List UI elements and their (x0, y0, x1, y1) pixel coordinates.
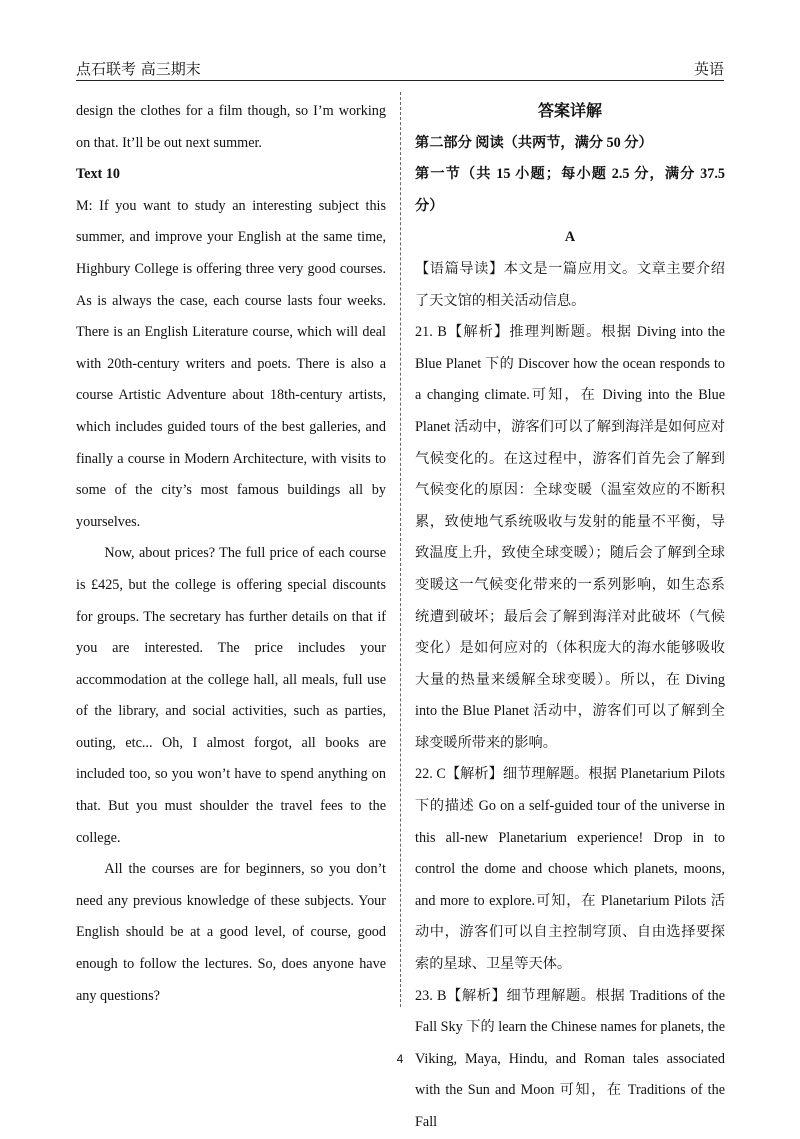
page-header (76, 58, 724, 81)
part-heading: 第二部分 阅读（共两节，满分 50 分） (415, 134, 653, 151)
answer-title: 答案详解 (537, 103, 602, 120)
header-exam-title: 点石联考 高三期末 (76, 60, 201, 78)
answer-21: 21. B【解析】推理判断题。根据 Diving into the Blue Planet 下的 Discover how the ocean responds to a changing climate.可知，在 Diving into the Blue Planet 活动中，游客们可以了解到海洋是如何应对气候变化的。在这过程中，游客们首先会了解到气候变化的原因：全球变暖（温室效应的不断积累，致使地气系统吸收与发射的能量不平衡，导致温度上升，致使全球变暖）；随后会了解到全球变暖这一气候变化带来的一系列影响，如生态系统遭到破坏；最后会了解到海洋对此破坏（气候变化）是如何应对的（体积庞大的海水能够吸收大量的热量来缓解全球变暖）。所以，在 Diving into the Blue Planet 活动中，游客们可以了解到全球变暖所带来的影响。 (415, 324, 725, 751)
passage-letter: A (564, 229, 576, 246)
transcript-paragraph-3: All the courses are for beginners, so you don’t need any previous knowledge of these subjects. Your English should be at a good level, of course, good enough to follow the lectures. So, does anyone have any questions? (76, 861, 386, 1004)
transcript-paragraph-2: Now, about prices? The full price of each course is £425, but the college is offering special discounts for groups. The secretary has further details on that if you are interested. The price includes your accommodation at the college hall, all meals, full use of the library, and social activities, such as parties, outing, etc... Oh, I almost forgot, all books are included too, so you won’t have to spend anything on that. But you must shoulder the travel fees to the college. (76, 545, 386, 846)
passage-guide: 【语篇导读】本文是一篇应用文。文章主要介绍了天文馆的相关活动信息。 (415, 260, 725, 309)
text-10-heading: Text 10 (76, 166, 121, 183)
right-column (415, 96, 725, 1139)
answer-23: 23. B【解析】细节理解题。根据 Traditions of the Fall Sky 下的 learn the Chinese names for planets, the Viking, Maya, Hindu, and Roman tales associated with the Sun and Moon 可知，在 Traditions of the Fall (415, 987, 725, 1130)
answer-22: 22. C【解析】细节理解题。根据 Planetarium Pilots 下的描述 Go on a self-guided tour of the universe in this all-new Planetarium experience! Drop in to control the dome and choose which planets, moons, and more to explore.可知，在 Planetarium Pilots 活动中，游客们可以自主控制穹顶、自由选择要探索的星球、卫星等天体。 (415, 766, 725, 973)
transcript-continuation: design the clothes for a film though, so I’m working on that. It’ll be out next summer. (76, 103, 386, 151)
transcript-paragraph-1: M: If you want to study an interesting subject this summer, and improve your English at the same time, Highbury College is offering three very good courses. As is always the case, each course lasts four weeks. There is an English Literature course, which will deal with 20th-century writers and poets. There is also a course Artistic Adventure about 18th-century artists, which includes guided tours of the best galleries, and finally a course in Modern Architecture, with visits to some of the city’s most famous buildings all by yourselves. (76, 197, 386, 530)
section-heading: 第一节（共 15 小题；每小题 2.5 分，满分 37.5 分） (415, 166, 725, 214)
column-divider (400, 92, 401, 1007)
header-subject: 英语 (693, 60, 724, 78)
left-column (76, 96, 386, 1012)
page-number: 4 (396, 1052, 404, 1066)
